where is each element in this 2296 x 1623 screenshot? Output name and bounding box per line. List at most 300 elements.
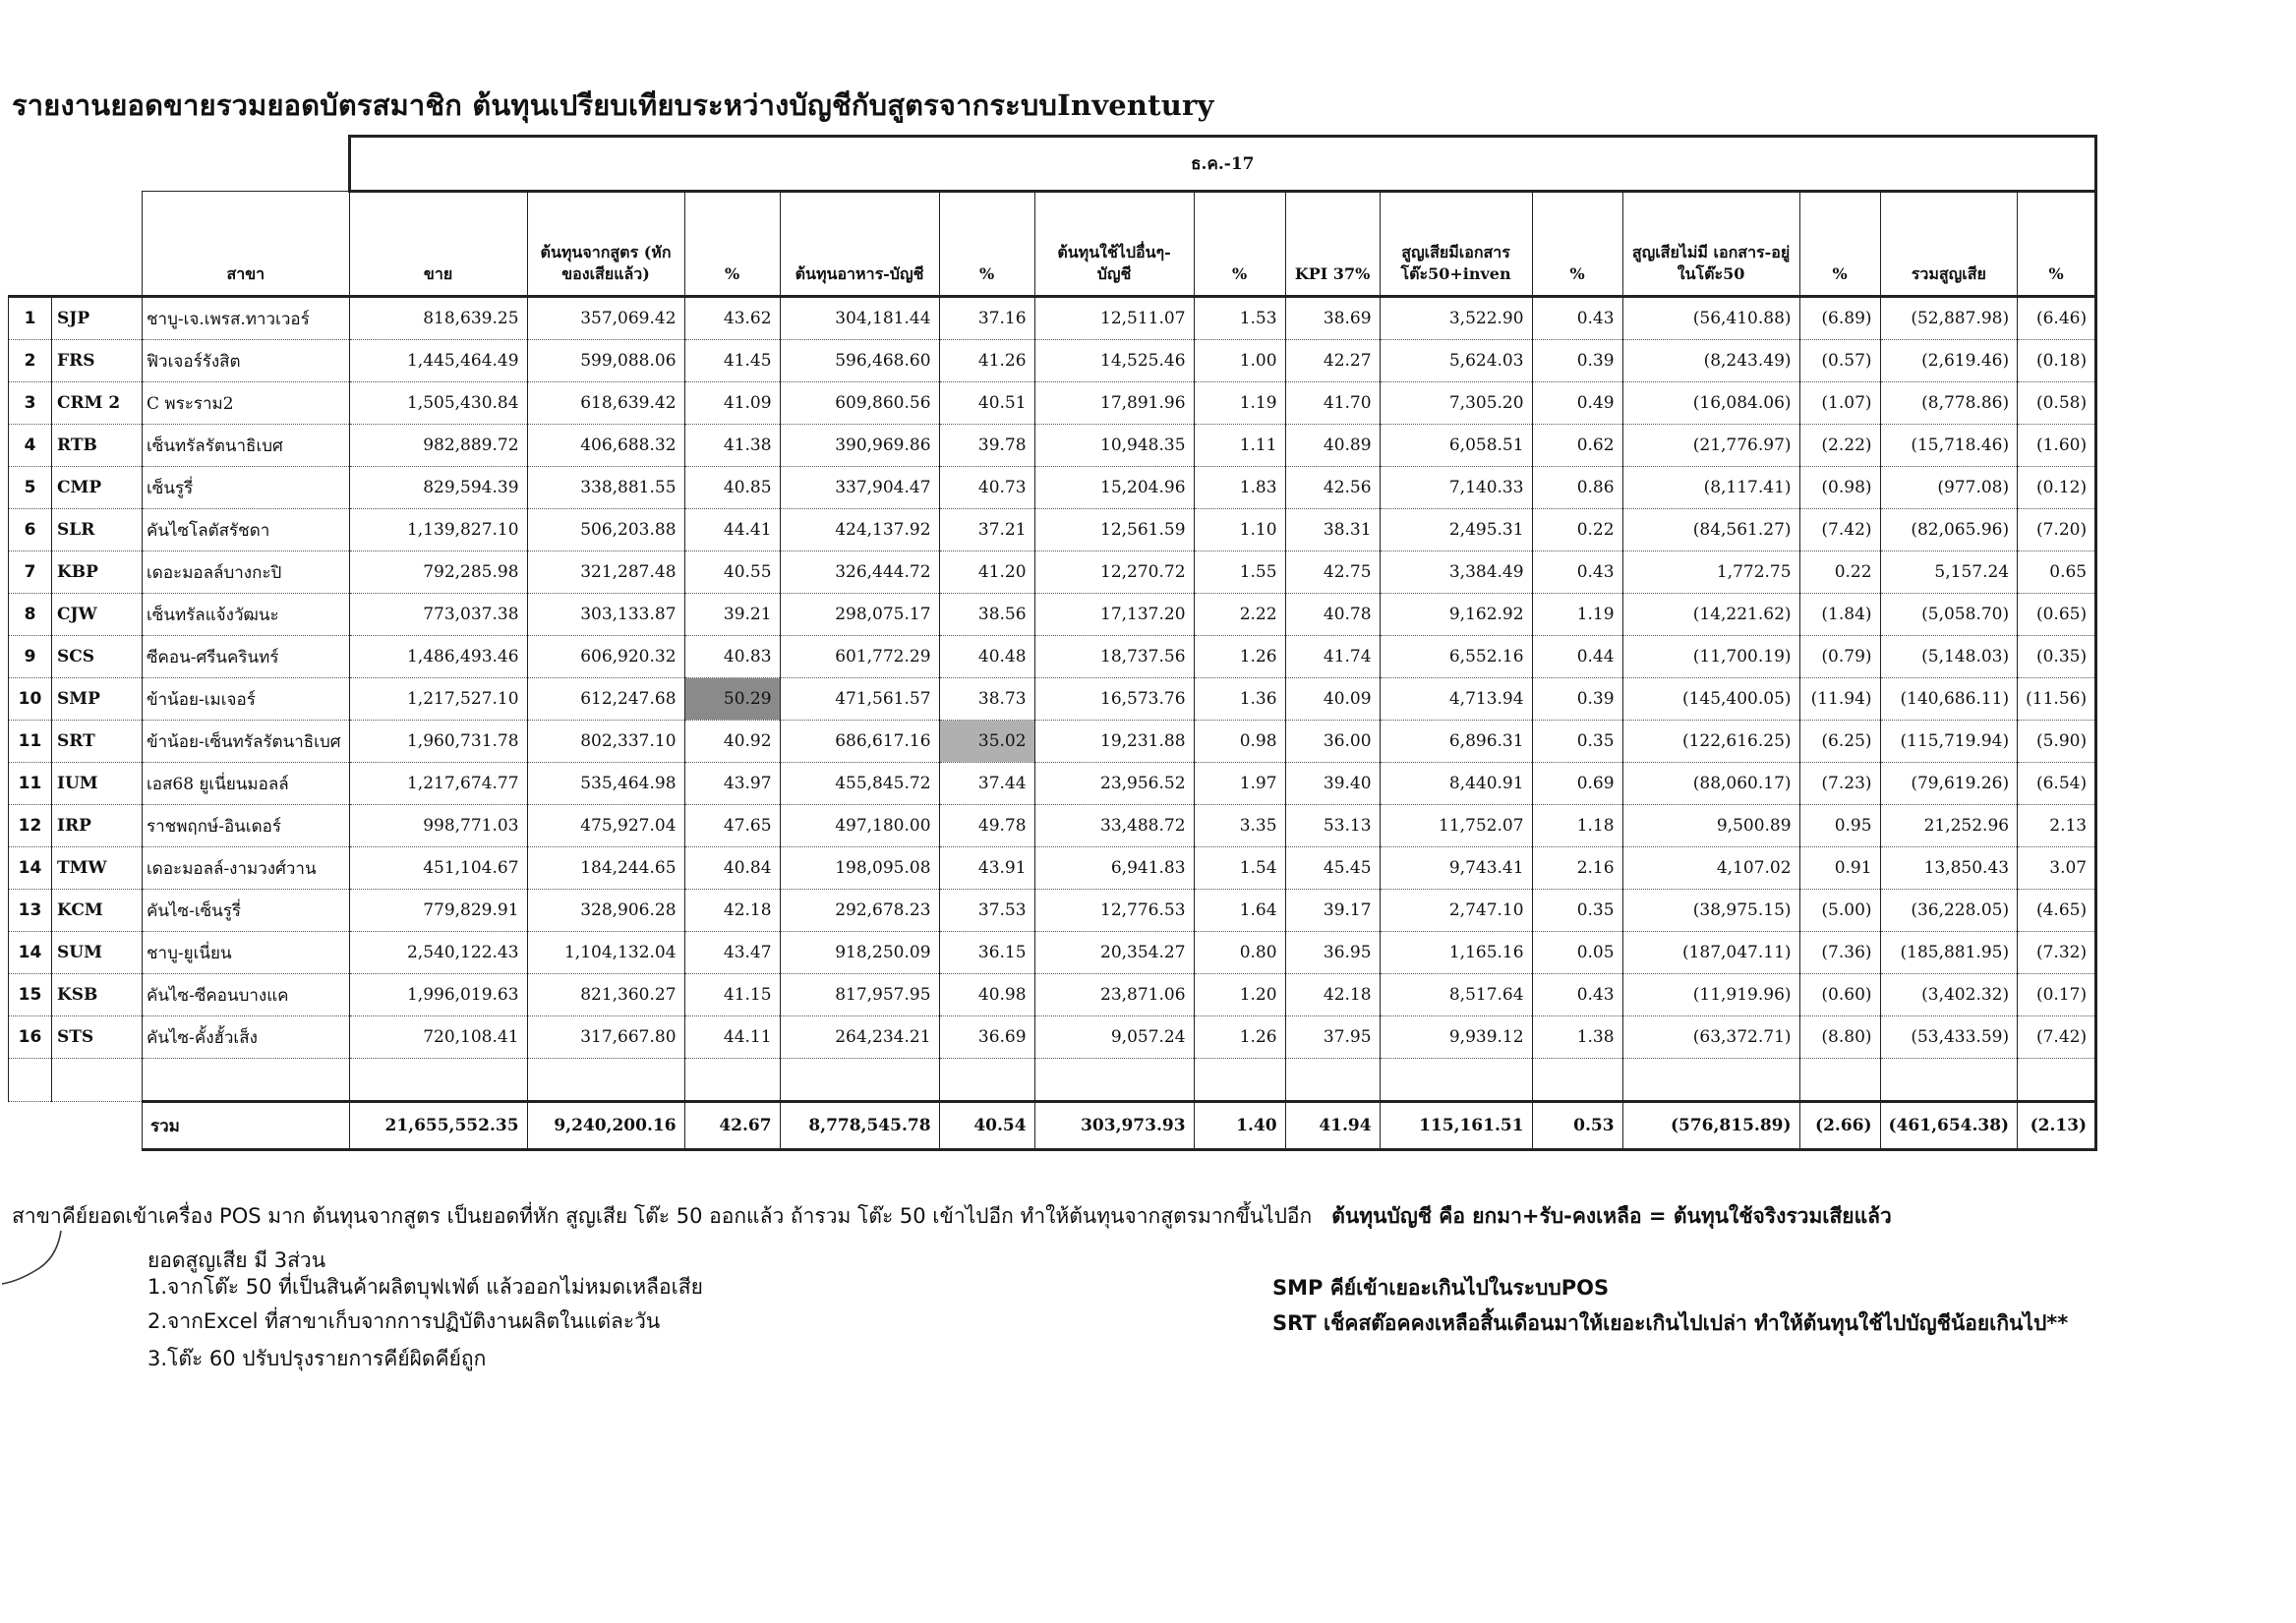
cell-other-cost: 18,737.56 bbox=[1034, 636, 1194, 678]
cell-pct2: 43.91 bbox=[939, 847, 1034, 890]
cell-pct2: 39.78 bbox=[939, 425, 1034, 467]
cell-loss-doc: 9,162.92 bbox=[1380, 594, 1532, 636]
cell-pct5: (7.36) bbox=[1799, 932, 1880, 974]
branch-code: SMP bbox=[52, 678, 143, 721]
branch-name: ฟิวเจอร์รังสิต bbox=[143, 340, 350, 382]
table-row bbox=[9, 721, 2096, 763]
branch-code: IUM bbox=[52, 763, 143, 805]
cell-pct2: 38.56 bbox=[939, 594, 1034, 636]
cell-pct4: 0.49 bbox=[1532, 382, 1622, 425]
cell-food-cost: 596,468.60 bbox=[780, 340, 939, 382]
cell-total-loss: (82,065.96) bbox=[1880, 509, 2018, 551]
cell-cost-formula: 475,927.04 bbox=[527, 805, 684, 847]
cell-other-cost: 12,561.59 bbox=[1034, 509, 1194, 551]
branch-name: เซ็นทรัลแจ้งวัฒนะ bbox=[143, 594, 350, 636]
cell-kpi: 40.89 bbox=[1285, 425, 1380, 467]
cell-pct1: 41.38 bbox=[684, 425, 780, 467]
cell-pct2: 37.16 bbox=[939, 297, 1034, 340]
cell-kpi: 39.17 bbox=[1285, 890, 1380, 932]
cell-pct4: 0.43 bbox=[1532, 551, 1622, 594]
cell-pct6: (0.35) bbox=[2018, 636, 2096, 678]
cell-sales: 451,104.67 bbox=[349, 847, 527, 890]
cell-sales: 1,217,674.77 bbox=[349, 763, 527, 805]
cell-kpi: 40.09 bbox=[1285, 678, 1380, 721]
row-number: 14 bbox=[9, 932, 52, 974]
cell-other-cost: 10,948.35 bbox=[1034, 425, 1194, 467]
cell-cost-formula: 506,203.88 bbox=[527, 509, 684, 551]
total-other-cost: 303,973.93 bbox=[1034, 1102, 1194, 1150]
cell-pct4: 0.39 bbox=[1532, 340, 1622, 382]
cell-loss-doc: 9,743.41 bbox=[1380, 847, 1532, 890]
row-number: 7 bbox=[9, 551, 52, 594]
branch-name: คันไซ-ซีคอนบางแค bbox=[143, 974, 350, 1016]
cell-sales: 773,037.38 bbox=[349, 594, 527, 636]
total-food-cost: 8,778,545.78 bbox=[780, 1102, 939, 1150]
cell-pct4: 1.18 bbox=[1532, 805, 1622, 847]
branch-name: ราชพฤกษ์-อินเดอร์ bbox=[143, 805, 350, 847]
cell-loss-doc: 7,305.20 bbox=[1380, 382, 1532, 425]
cell-cost-formula: 1,104,132.04 bbox=[527, 932, 684, 974]
cell-pct6: 0.65 bbox=[2018, 551, 2096, 594]
cell-total-loss: (3,402.32) bbox=[1880, 974, 2018, 1016]
cell-total-loss: (8,778.86) bbox=[1880, 382, 2018, 425]
cell-pct4: 1.19 bbox=[1532, 594, 1622, 636]
cell-sales: 1,960,731.78 bbox=[349, 721, 527, 763]
cell-pct5: (0.79) bbox=[1799, 636, 1880, 678]
cell-kpi: 36.00 bbox=[1285, 721, 1380, 763]
row-number: 12 bbox=[9, 805, 52, 847]
cell-other-cost: 23,956.52 bbox=[1034, 763, 1194, 805]
branch-name: ชาบู-เจ.เพรส.ทาวเวอร์ bbox=[143, 297, 350, 340]
row-number: 5 bbox=[9, 467, 52, 509]
cell-loss-nodoc: (88,060.17) bbox=[1622, 763, 1799, 805]
cell-food-cost: 609,860.56 bbox=[780, 382, 939, 425]
branch-code: KBP bbox=[52, 551, 143, 594]
cell-sales: 779,829.91 bbox=[349, 890, 527, 932]
cell-pct5: (1.07) bbox=[1799, 382, 1880, 425]
cell-pct4: 0.62 bbox=[1532, 425, 1622, 467]
branch-name: ซีคอน-ศรีนครินทร์ bbox=[143, 636, 350, 678]
cell-total-loss: 5,157.24 bbox=[1880, 551, 2018, 594]
cell-loss-nodoc: (38,975.15) bbox=[1622, 890, 1799, 932]
column-header-row bbox=[9, 192, 2096, 297]
table-row bbox=[9, 890, 2096, 932]
cell-pct5: 0.91 bbox=[1799, 847, 1880, 890]
cell-loss-doc: 6,552.16 bbox=[1380, 636, 1532, 678]
branch-name: คันไซโลตัสรัชดา bbox=[143, 509, 350, 551]
cell-pct6: (7.32) bbox=[2018, 932, 2096, 974]
row-number: 1 bbox=[9, 297, 52, 340]
cell-pct6: (0.18) bbox=[2018, 340, 2096, 382]
cell-total-loss: 21,252.96 bbox=[1880, 805, 2018, 847]
cell-pct2: 37.21 bbox=[939, 509, 1034, 551]
cell-loss-doc: 8,517.64 bbox=[1380, 974, 1532, 1016]
cell-other-cost: 9,057.24 bbox=[1034, 1016, 1194, 1059]
cell-total-loss: (5,148.03) bbox=[1880, 636, 2018, 678]
header-pct1: % bbox=[684, 192, 780, 297]
cell-food-cost: 326,444.72 bbox=[780, 551, 939, 594]
row-number: 11 bbox=[9, 721, 52, 763]
branch-code: SCS bbox=[52, 636, 143, 678]
cell-food-cost: 455,845.72 bbox=[780, 763, 939, 805]
branch-name: เซ็นทรัลรัตนาธิเบศ bbox=[143, 425, 350, 467]
cell-kpi: 38.69 bbox=[1285, 297, 1380, 340]
table-row bbox=[9, 636, 2096, 678]
branch-name: เดอะมอลล์-งามวงศ์วาน bbox=[143, 847, 350, 890]
cell-pct6: (0.58) bbox=[2018, 382, 2096, 425]
cell-total-loss: (2,619.46) bbox=[1880, 340, 2018, 382]
cell-loss-nodoc: (21,776.97) bbox=[1622, 425, 1799, 467]
cell-other-cost: 14,525.46 bbox=[1034, 340, 1194, 382]
header-pct4: % bbox=[1532, 192, 1622, 297]
cell-loss-doc: 7,140.33 bbox=[1380, 467, 1532, 509]
cell-other-cost: 19,231.88 bbox=[1034, 721, 1194, 763]
cell-pct4: 0.22 bbox=[1532, 509, 1622, 551]
cell-pct6: 3.07 bbox=[2018, 847, 2096, 890]
total-cost-formula: 9,240,200.16 bbox=[527, 1102, 684, 1150]
branch-code: IRP bbox=[52, 805, 143, 847]
cell-pct5: (11.94) bbox=[1799, 678, 1880, 721]
cell-sales: 792,285.98 bbox=[349, 551, 527, 594]
cell-pct3: 0.98 bbox=[1194, 721, 1285, 763]
cell-pct5: (0.60) bbox=[1799, 974, 1880, 1016]
cell-pct6: (4.65) bbox=[2018, 890, 2096, 932]
cell-food-cost: 390,969.86 bbox=[780, 425, 939, 467]
cell-pct6: (6.54) bbox=[2018, 763, 2096, 805]
branch-name: เซ็นรูรี่ bbox=[143, 467, 350, 509]
cell-food-cost: 337,904.47 bbox=[780, 467, 939, 509]
total-total-loss: (461,654.38) bbox=[1880, 1102, 2018, 1150]
cell-cost-formula: 303,133.87 bbox=[527, 594, 684, 636]
table-row bbox=[9, 467, 2096, 509]
cell-food-cost: 918,250.09 bbox=[780, 932, 939, 974]
cell-loss-nodoc: 9,500.89 bbox=[1622, 805, 1799, 847]
header-cost-formula: ต้นทุนจากสูตร (หักของเสียแล้ว) bbox=[527, 192, 684, 297]
cell-pct2: 35.02 bbox=[939, 721, 1034, 763]
cell-pct6: (11.56) bbox=[2018, 678, 2096, 721]
cell-pct3: 1.26 bbox=[1194, 636, 1285, 678]
cell-pct1: 41.15 bbox=[684, 974, 780, 1016]
cell-pct6: (0.12) bbox=[2018, 467, 2096, 509]
cell-pct1: 44.11 bbox=[684, 1016, 780, 1059]
cell-pct2: 40.73 bbox=[939, 467, 1034, 509]
cell-cost-formula: 535,464.98 bbox=[527, 763, 684, 805]
cell-loss-nodoc: (145,400.05) bbox=[1622, 678, 1799, 721]
cell-total-loss: (79,619.26) bbox=[1880, 763, 2018, 805]
cell-pct3: 3.35 bbox=[1194, 805, 1285, 847]
note-account-cost: ต้นทุนบัญชี คือ ยกมา+รับ-คงเหลือ = ต้นทุนใช้จริงรวมเสียแล้ว bbox=[1331, 1204, 1892, 1228]
cell-pct3: 1.54 bbox=[1194, 847, 1285, 890]
row-number: 11 bbox=[9, 763, 52, 805]
blank-row bbox=[9, 1059, 2096, 1102]
cell-sales: 829,594.39 bbox=[349, 467, 527, 509]
cell-cost-formula: 321,287.48 bbox=[527, 551, 684, 594]
cell-pct3: 1.19 bbox=[1194, 382, 1285, 425]
cell-pct5: (2.22) bbox=[1799, 425, 1880, 467]
cell-sales: 1,445,464.49 bbox=[349, 340, 527, 382]
cell-pct1: 40.92 bbox=[684, 721, 780, 763]
period-header: ธ.ค.-17 bbox=[349, 137, 2096, 192]
cell-pct1: 43.47 bbox=[684, 932, 780, 974]
cell-pct6: (0.17) bbox=[2018, 974, 2096, 1016]
cell-other-cost: 6,941.83 bbox=[1034, 847, 1194, 890]
branch-code: CRM 2 bbox=[52, 382, 143, 425]
cell-pct3: 1.20 bbox=[1194, 974, 1285, 1016]
total-pct5: (2.66) bbox=[1799, 1102, 1880, 1150]
cell-loss-doc: 1,165.16 bbox=[1380, 932, 1532, 974]
cell-other-cost: 20,354.27 bbox=[1034, 932, 1194, 974]
table-row bbox=[9, 763, 2096, 805]
branch-code: SLR bbox=[52, 509, 143, 551]
branch-name: ชาบู-ยูเนี่ยน bbox=[143, 932, 350, 974]
cell-pct2: 40.48 bbox=[939, 636, 1034, 678]
cell-sales: 1,505,430.84 bbox=[349, 382, 527, 425]
cell-total-loss: (53,433.59) bbox=[1880, 1016, 2018, 1059]
cell-kpi: 42.75 bbox=[1285, 551, 1380, 594]
total-row bbox=[9, 1102, 2096, 1150]
table-row bbox=[9, 425, 2096, 467]
cell-pct4: 2.16 bbox=[1532, 847, 1622, 890]
row-number: 14 bbox=[9, 847, 52, 890]
header-loss-nodoc: สูญเสียไม่มี เอกสาร-อยู่ในโต๊ะ50 bbox=[1622, 192, 1799, 297]
cell-loss-nodoc: (84,561.27) bbox=[1622, 509, 1799, 551]
cell-food-cost: 264,234.21 bbox=[780, 1016, 939, 1059]
cell-food-cost: 497,180.00 bbox=[780, 805, 939, 847]
cell-pct3: 1.53 bbox=[1194, 297, 1285, 340]
cell-loss-nodoc: (56,410.88) bbox=[1622, 297, 1799, 340]
cell-pct5: (0.98) bbox=[1799, 467, 1880, 509]
total-pct1: 42.67 bbox=[684, 1102, 780, 1150]
cell-cost-formula: 338,881.55 bbox=[527, 467, 684, 509]
cell-pct3: 1.83 bbox=[1194, 467, 1285, 509]
total-loss-nodoc: (576,815.89) bbox=[1622, 1102, 1799, 1150]
cell-sales: 2,540,122.43 bbox=[349, 932, 527, 974]
branch-code: KCM bbox=[52, 890, 143, 932]
header-branch: สาขา bbox=[143, 192, 350, 297]
report-title: รายงานยอดขายรวมยอดบัตรสมาชิก ต้นทุนเปรียบเทียบระหว่างบัญชีกับสูตรจากระบบInventury bbox=[12, 88, 1214, 122]
branch-name: C พระราม2 bbox=[143, 382, 350, 425]
branch-code: CMP bbox=[52, 467, 143, 509]
row-number: 3 bbox=[9, 382, 52, 425]
total-label: รวม bbox=[143, 1102, 350, 1150]
cell-pct6: (5.90) bbox=[2018, 721, 2096, 763]
cell-food-cost: 198,095.08 bbox=[780, 847, 939, 890]
cell-pct1: 40.83 bbox=[684, 636, 780, 678]
cell-sales: 818,639.25 bbox=[349, 297, 527, 340]
note-loss-2: 2.จากExcel ที่สาขาเก็บจากการปฏิบัติงานผลิตในแต่ละวัน bbox=[147, 1309, 661, 1333]
cell-pct6: (1.60) bbox=[2018, 425, 2096, 467]
cell-loss-nodoc: (8,117.41) bbox=[1622, 467, 1799, 509]
cell-pct3: 1.10 bbox=[1194, 509, 1285, 551]
period-row bbox=[9, 137, 2096, 192]
cell-loss-doc: 6,896.31 bbox=[1380, 721, 1532, 763]
cell-pct5: (0.57) bbox=[1799, 340, 1880, 382]
header-pct6: % bbox=[2018, 192, 2096, 297]
branch-code: FRS bbox=[52, 340, 143, 382]
cell-pct6: (6.46) bbox=[2018, 297, 2096, 340]
cell-pct1: 44.41 bbox=[684, 509, 780, 551]
cell-pct3: 1.26 bbox=[1194, 1016, 1285, 1059]
cell-loss-doc: 6,058.51 bbox=[1380, 425, 1532, 467]
cell-total-loss: (15,718.46) bbox=[1880, 425, 2018, 467]
cell-kpi: 41.74 bbox=[1285, 636, 1380, 678]
note-pos: สาขาคีย์ยอดเข้าเครื่อง POS มาก ต้นทุนจากสูตร เป็นยอดที่หัก สูญเสีย โต๊ะ 50 ออกแล้ว ถ้ารวม โต๊ะ 50 เข้าไปอีก ทำให้ต้นทุนจากสูตรมากขึ้นไปอีก bbox=[12, 1204, 1313, 1228]
cell-pct2: 37.53 bbox=[939, 890, 1034, 932]
branch-code: SRT bbox=[52, 721, 143, 763]
cell-pct1: 40.84 bbox=[684, 847, 780, 890]
cell-loss-nodoc: (14,221.62) bbox=[1622, 594, 1799, 636]
cell-total-loss: (185,881.95) bbox=[1880, 932, 2018, 974]
cell-pct2: 41.20 bbox=[939, 551, 1034, 594]
cell-pct4: 0.39 bbox=[1532, 678, 1622, 721]
cell-pct5: 0.22 bbox=[1799, 551, 1880, 594]
cell-kpi: 39.40 bbox=[1285, 763, 1380, 805]
total-pct4: 0.53 bbox=[1532, 1102, 1622, 1150]
cell-pct5: (1.84) bbox=[1799, 594, 1880, 636]
cell-loss-nodoc: (122,616.25) bbox=[1622, 721, 1799, 763]
cell-food-cost: 292,678.23 bbox=[780, 890, 939, 932]
cell-pct1: 42.18 bbox=[684, 890, 780, 932]
cell-other-cost: 33,488.72 bbox=[1034, 805, 1194, 847]
branch-code: TMW bbox=[52, 847, 143, 890]
cell-loss-doc: 3,384.49 bbox=[1380, 551, 1532, 594]
cell-total-loss: 13,850.43 bbox=[1880, 847, 2018, 890]
cell-pct2: 40.98 bbox=[939, 974, 1034, 1016]
cell-sales: 998,771.03 bbox=[349, 805, 527, 847]
cell-loss-nodoc: (187,047.11) bbox=[1622, 932, 1799, 974]
row-number: 10 bbox=[9, 678, 52, 721]
cell-kpi: 38.31 bbox=[1285, 509, 1380, 551]
cell-loss-nodoc: (11,700.19) bbox=[1622, 636, 1799, 678]
cell-pct4: 1.38 bbox=[1532, 1016, 1622, 1059]
cell-cost-formula: 612,247.68 bbox=[527, 678, 684, 721]
row-number: 4 bbox=[9, 425, 52, 467]
header-loss-doc: สูญเสียมีเอกสาร โต๊ะ50+inven bbox=[1380, 192, 1532, 297]
table-row bbox=[9, 974, 2096, 1016]
table-row bbox=[9, 382, 2096, 425]
cell-pct1: 47.65 bbox=[684, 805, 780, 847]
table-row bbox=[9, 594, 2096, 636]
branch-name: คันไซ-เซ็นรูรี่ bbox=[143, 890, 350, 932]
cell-food-cost: 304,181.44 bbox=[780, 297, 939, 340]
cell-pct4: 0.69 bbox=[1532, 763, 1622, 805]
branch-name: เอส68 ยูเนี่ยนมอลล์ bbox=[143, 763, 350, 805]
cell-other-cost: 12,270.72 bbox=[1034, 551, 1194, 594]
cell-pct5: (7.42) bbox=[1799, 509, 1880, 551]
cell-cost-formula: 328,906.28 bbox=[527, 890, 684, 932]
cell-loss-doc: 11,752.07 bbox=[1380, 805, 1532, 847]
cell-pct2: 49.78 bbox=[939, 805, 1034, 847]
cell-sales: 1,996,019.63 bbox=[349, 974, 527, 1016]
cell-sales: 1,139,827.10 bbox=[349, 509, 527, 551]
cell-pct4: 0.43 bbox=[1532, 297, 1622, 340]
table-row bbox=[9, 932, 2096, 974]
table-row bbox=[9, 1016, 2096, 1059]
cell-other-cost: 17,137.20 bbox=[1034, 594, 1194, 636]
cell-kpi: 36.95 bbox=[1285, 932, 1380, 974]
table-row bbox=[9, 805, 2096, 847]
cell-pct5: (7.23) bbox=[1799, 763, 1880, 805]
pen-mark bbox=[0, 1227, 79, 1296]
cell-pct2: 36.69 bbox=[939, 1016, 1034, 1059]
cell-loss-doc: 3,522.90 bbox=[1380, 297, 1532, 340]
total-loss-doc: 115,161.51 bbox=[1380, 1102, 1532, 1150]
cell-cost-formula: 357,069.42 bbox=[527, 297, 684, 340]
cell-pct2: 41.26 bbox=[939, 340, 1034, 382]
cell-pct4: 0.35 bbox=[1532, 890, 1622, 932]
cell-sales: 1,486,493.46 bbox=[349, 636, 527, 678]
total-sales: 21,655,552.35 bbox=[349, 1102, 527, 1150]
cell-pct6: (7.42) bbox=[2018, 1016, 2096, 1059]
table-row bbox=[9, 847, 2096, 890]
table-row bbox=[9, 678, 2096, 721]
cell-kpi: 42.27 bbox=[1285, 340, 1380, 382]
table-row bbox=[9, 340, 2096, 382]
cell-kpi: 45.45 bbox=[1285, 847, 1380, 890]
cell-pct5: (6.25) bbox=[1799, 721, 1880, 763]
branch-code: KSB bbox=[52, 974, 143, 1016]
header-pct3: % bbox=[1194, 192, 1285, 297]
cell-pct4: 0.43 bbox=[1532, 974, 1622, 1016]
cell-other-cost: 12,776.53 bbox=[1034, 890, 1194, 932]
branch-code: RTB bbox=[52, 425, 143, 467]
cell-pct5: (5.00) bbox=[1799, 890, 1880, 932]
cell-cost-formula: 802,337.10 bbox=[527, 721, 684, 763]
cell-cost-formula: 606,920.32 bbox=[527, 636, 684, 678]
cell-pct3: 1.64 bbox=[1194, 890, 1285, 932]
cell-total-loss: (140,686.11) bbox=[1880, 678, 2018, 721]
cell-food-cost: 424,137.92 bbox=[780, 509, 939, 551]
branch-name: ข้าน้อย-เมเจอร์ bbox=[143, 678, 350, 721]
total-pct6: (2.13) bbox=[2018, 1102, 2096, 1150]
cell-pct1: 40.55 bbox=[684, 551, 780, 594]
total-kpi: 41.94 bbox=[1285, 1102, 1380, 1150]
cell-food-cost: 817,957.95 bbox=[780, 974, 939, 1016]
cell-pct4: 0.44 bbox=[1532, 636, 1622, 678]
cell-pct5: (6.89) bbox=[1799, 297, 1880, 340]
header-other-cost: ต้นทุนใช้ไปอื่นๆ- บัญชี bbox=[1034, 192, 1194, 297]
note-loss-title: ยอดสูญเสีย มี 3ส่วน bbox=[147, 1248, 326, 1272]
cell-pct3: 1.00 bbox=[1194, 340, 1285, 382]
cell-loss-nodoc: (8,243.49) bbox=[1622, 340, 1799, 382]
note-loss-1: 1.จากโต๊ะ 50 ที่เป็นสินค้าผลิตบุฟเฟ่ต์ แล้วออกไม่หมดเหลือเสีย bbox=[147, 1275, 703, 1299]
cell-sales: 720,108.41 bbox=[349, 1016, 527, 1059]
cell-pct6: (7.20) bbox=[2018, 509, 2096, 551]
cell-pct2: 38.73 bbox=[939, 678, 1034, 721]
row-number: 15 bbox=[9, 974, 52, 1016]
cell-loss-doc: 4,713.94 bbox=[1380, 678, 1532, 721]
cell-pct3: 2.22 bbox=[1194, 594, 1285, 636]
cell-food-cost: 298,075.17 bbox=[780, 594, 939, 636]
cell-pct1: 41.45 bbox=[684, 340, 780, 382]
cell-kpi: 40.78 bbox=[1285, 594, 1380, 636]
cell-total-loss: (5,058.70) bbox=[1880, 594, 2018, 636]
cell-loss-doc: 5,624.03 bbox=[1380, 340, 1532, 382]
branch-name: คันไซ-คั้งฮั้วเส็ง bbox=[143, 1016, 350, 1059]
cell-pct3: 1.55 bbox=[1194, 551, 1285, 594]
header-pct5: % bbox=[1799, 192, 1880, 297]
cell-pct3: 1.97 bbox=[1194, 763, 1285, 805]
cell-pct4: 0.05 bbox=[1532, 932, 1622, 974]
branch-name: เดอะมอลล์บางกะปิ bbox=[143, 551, 350, 594]
cell-loss-nodoc: (16,084.06) bbox=[1622, 382, 1799, 425]
cell-pct1: 39.21 bbox=[684, 594, 780, 636]
cell-loss-nodoc: 1,772.75 bbox=[1622, 551, 1799, 594]
branch-name: ข้าน้อย-เซ็นทรัลรัตนาธิเบศ bbox=[143, 721, 350, 763]
cell-loss-nodoc: 4,107.02 bbox=[1622, 847, 1799, 890]
cell-pct5: 0.95 bbox=[1799, 805, 1880, 847]
cell-kpi: 41.70 bbox=[1285, 382, 1380, 425]
